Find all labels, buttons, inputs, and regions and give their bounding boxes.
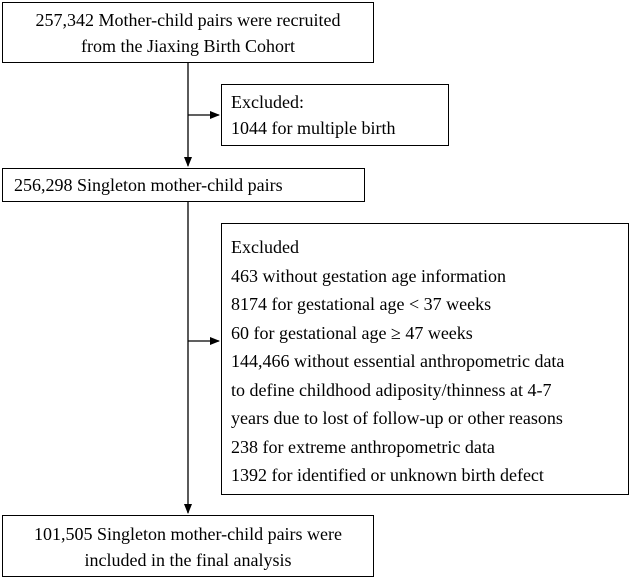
- excluded-2-item: 1392 for identified or unknown birth defect: [231, 465, 544, 485]
- excluded-details-box: [221, 223, 629, 495]
- excluded-2-item: 144,466 without essential anthropometric data: [231, 351, 565, 371]
- excluded-2-heading: Excluded: [231, 237, 299, 257]
- excluded-2-item: 238 for extreme anthropometric data: [231, 436, 495, 457]
- excluded-multiple-birth-box: [221, 84, 449, 146]
- excluded-2-item: 463 without gestation age information: [231, 265, 506, 286]
- singleton-line: 256,298 Singleton mother-child pairs: [14, 175, 283, 195]
- singleton-box: [2, 168, 365, 202]
- excluded-1-heading: Excluded:: [231, 92, 304, 112]
- excluded-2-item: 8174 for gestational age < 37 weeks: [231, 294, 492, 314]
- recruited-line-2: from the Jiaxing Birth Cohort: [81, 36, 295, 56]
- final-line-1: 101,505 Singleton mother-child pairs were: [33, 524, 343, 544]
- excluded-2-item: years due to lost of follow-up or other reasons: [231, 408, 563, 428]
- recruited-line-1: 257,342 Mother-child pairs were recruited: [35, 10, 341, 30]
- final-analysis-box: [2, 515, 374, 577]
- excluded-2-item: 60 for gestational age ≥ 47 weeks: [231, 322, 473, 343]
- excluded-1-item: 1044 for multiple birth: [231, 118, 396, 138]
- recruited-box: [2, 2, 374, 63]
- excluded-2-item: to define childhood adiposity/thinness at 4-7: [231, 379, 552, 400]
- final-line-2: included in the final analysis: [84, 550, 292, 570]
